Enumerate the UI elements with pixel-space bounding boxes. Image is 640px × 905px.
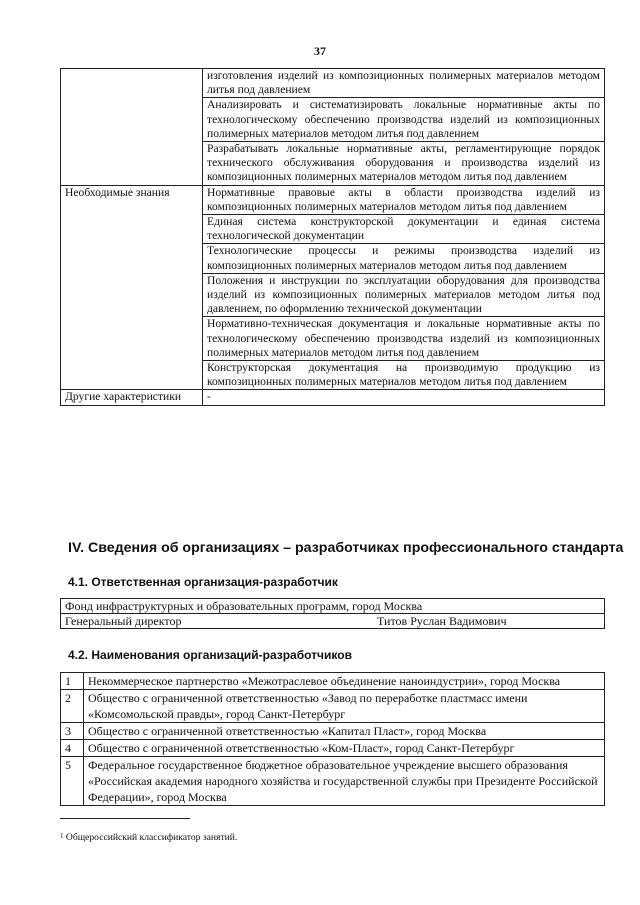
knowledge-item: Технологические процессы и режимы производства изделий из композиционных полимерных материалов методом литья под давлением xyxy=(203,244,605,273)
knowledge-item: Конструкторская документация на производимую продукцию из композиционных полимерных материалов методом литья под давлением xyxy=(203,361,605,390)
responsible-org-name: Фонд инфраструктурных и образовательных программ, город Москва xyxy=(61,599,605,614)
responsible-org-table xyxy=(60,598,605,629)
skill-item: изготовления изделий из композиционных полимерных материалов методом литья под давлением xyxy=(203,69,605,98)
knowledge-item: Нормативно-техническая документация и локальные нормативные акты по технологическому обеспечению производства изделий из композиционных полимерных материалов методом литья под давлением xyxy=(203,317,605,361)
developer-number: 4 xyxy=(61,740,84,757)
developer-name: Некоммерческое партнерство «Межотраслевое объединение наноиндустрии», город Москва xyxy=(84,673,605,690)
table-row xyxy=(61,614,605,629)
skills-label-cell xyxy=(61,69,203,98)
footnote-divider xyxy=(60,818,190,819)
table-row xyxy=(61,740,605,757)
other-label: Другие характеристики xyxy=(61,390,203,405)
table-row xyxy=(61,690,605,723)
developer-number: 5 xyxy=(61,757,84,806)
footnote-text: Общероссийский классификатор занятий. xyxy=(65,832,238,843)
footnote-marker: 1 xyxy=(60,832,64,840)
knowledge-item: Нормативные правовые акты в области производства изделий из композиционных полимерных материалов методом литья под давлением xyxy=(203,185,605,214)
table-row xyxy=(61,185,605,214)
table-row xyxy=(61,69,605,98)
developer-name: Федеральное государственное бюджетное образовательное учреждение высшего образования «Российская академия народного хозяйства и государственной службы при Президенте Российской Федерации», город Москва xyxy=(84,757,605,806)
director-cell xyxy=(61,614,605,629)
director-name: Титов Руслан Вадимович xyxy=(377,614,507,628)
footnote xyxy=(60,832,237,843)
table-row xyxy=(61,673,605,690)
developer-number: 1 xyxy=(61,673,84,690)
table-row xyxy=(61,142,605,186)
skills-label-cell xyxy=(61,98,203,142)
other-value: - xyxy=(203,390,605,405)
developers-heading: 4.2. Наименования организаций-разработчиков xyxy=(68,648,352,662)
knowledge-item: Положения и инструкции по эксплуатации оборудования для производства изделий из композиционных полимерных материалов методом литья под давлением, по оформлению технической документации xyxy=(203,273,605,317)
developer-number: 2 xyxy=(61,690,84,723)
table-row xyxy=(61,390,605,405)
skills-label-cell xyxy=(61,142,203,186)
knowledge-label: Необходимые знания xyxy=(61,185,203,390)
competency-table xyxy=(60,68,605,406)
skill-item: Анализировать и систематизировать локальные нормативные акты по технологическому обеспечению производства изделий из композиционных полимерных материалов методом литья под давлением xyxy=(203,98,605,142)
table-row xyxy=(61,98,605,142)
table-row xyxy=(61,757,605,806)
knowledge-item: Единая система конструкторской документации и единая система технологической документации xyxy=(203,215,605,244)
director-position: Генеральный директор xyxy=(65,614,182,628)
developer-number: 3 xyxy=(61,723,84,740)
developer-name: Общество с ограниченной ответственностью «Завод по переработке пластмасс имени «Комсомольской правды», город Санкт-Петербург xyxy=(84,690,605,723)
developer-name: Общество с ограниченной ответственностью «Капитал Пласт», город Москва xyxy=(84,723,605,740)
developer-name: Общество с ограниченной ответственностью «Ком-Пласт», город Санкт-Петербург xyxy=(84,740,605,757)
responsible-heading: 4.1. Ответственная организация-разработчик xyxy=(68,575,338,589)
page-number: 37 xyxy=(314,44,326,58)
developers-table xyxy=(60,672,605,806)
skill-item: Разрабатывать локальные нормативные акты, регламентирующие порядок технического обслуживания оборудования и производства изделий из композиционных полимерных материалов методом литья под давлением xyxy=(203,142,605,186)
table-row xyxy=(61,599,605,614)
table-row xyxy=(61,723,605,740)
section-heading: IV. Сведения об организациях – разработчиках профессионального стандарта xyxy=(68,540,624,556)
